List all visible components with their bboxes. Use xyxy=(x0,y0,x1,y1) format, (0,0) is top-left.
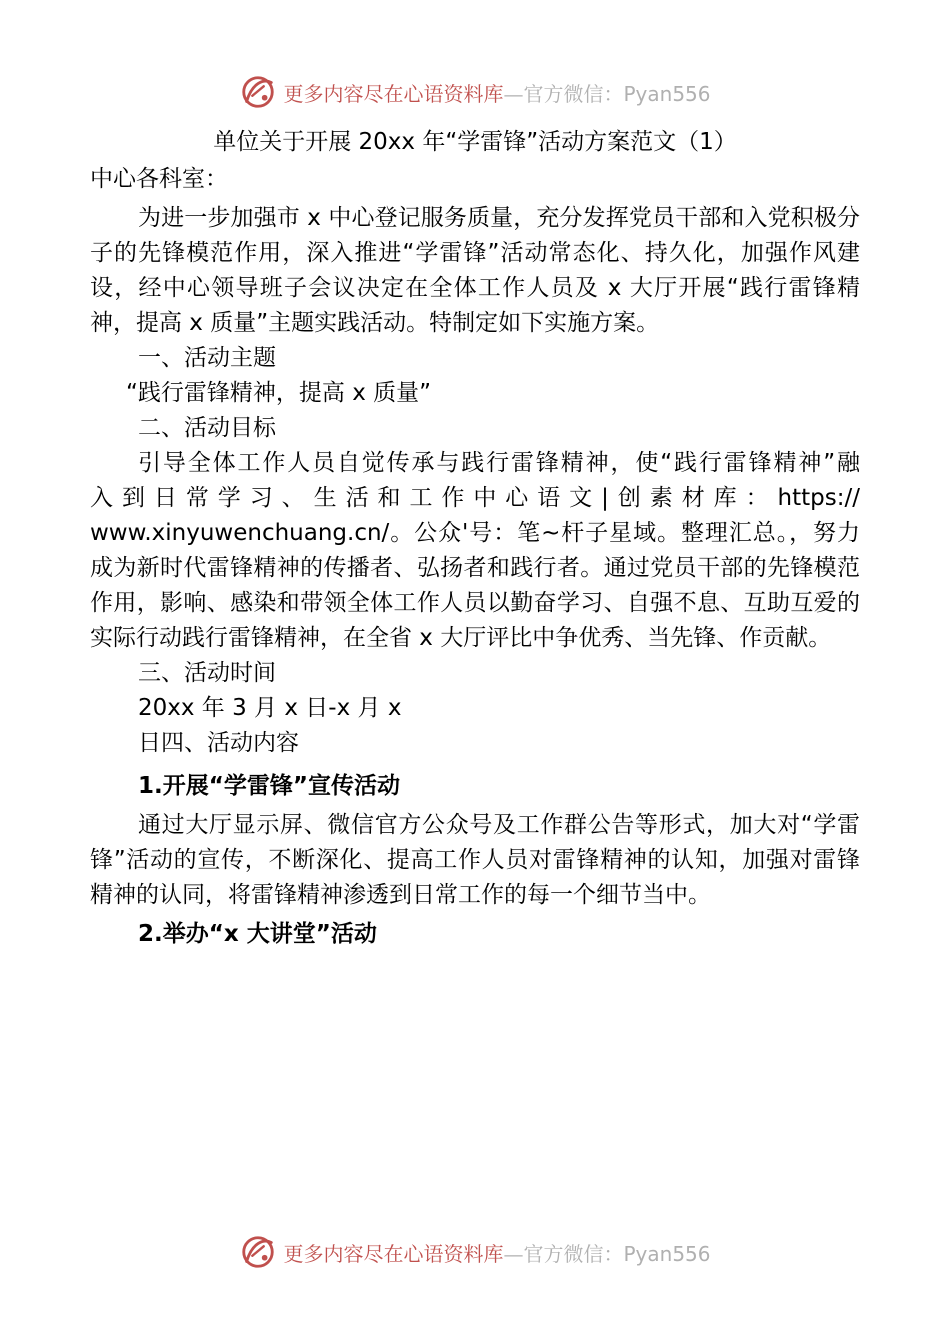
watermark-wechat-label: 官方微信： xyxy=(523,1241,624,1266)
item1-heading: 1.开展“学雷锋”宣传活动 xyxy=(138,773,400,799)
item2-heading: 2.举办“x 大讲堂”活动 xyxy=(138,921,377,947)
section2-line2: 入到日常学习、生活和工作中心语文|创素材库：https:// xyxy=(90,485,860,511)
header-watermark xyxy=(0,72,950,112)
intro-paragraph: 为进一步加强市 x 中心登记服务质量，充分发挥党员干部和入党积极分子的先锋模范作用，深入推进“学雷锋”活动常态化、持久化，加强作风建设，经中心领导班子会议决定在全体工作人员及 x 大厅开展“践行雷锋精神，提高 x 质量”主题实践活动。特制定如下实施方案。 xyxy=(90,205,860,336)
salutation: 中心各科室： xyxy=(90,166,228,192)
watermark-dash: — xyxy=(503,81,524,106)
section2-line1: 引导全体工作人员自觉传承与践行雷锋精神，使“践行雷锋精神”融 xyxy=(138,450,860,476)
footer-watermark xyxy=(0,1232,950,1272)
watermark-wechat-label: 官方微信： xyxy=(523,81,624,106)
watermark-brand: 更多内容尽在心语资料库 xyxy=(283,81,504,106)
section1-heading: 一、活动主题 xyxy=(138,345,276,371)
section3-heading: 三、活动时间 xyxy=(138,660,276,686)
item1-body: 通过大厅显示屏、微信官方公众号及工作群公告等形式，加大对“学雷锋”活动的宣传，不断深化、提高工作人员对雷锋精神的认知，加强对雷锋精神的认同，将雷锋精神渗透到日常工作的每一个细节当中。 xyxy=(90,812,860,908)
document-body xyxy=(90,122,860,952)
watermark-dash: — xyxy=(503,1241,524,1266)
brand-logo-icon xyxy=(239,73,277,111)
brand-logo-icon xyxy=(239,1233,277,1271)
section2-body: www.xinyuwenchuang.cn/。公众'号：笔~杆子星域。整理汇总。，努力成为新时代雷锋精神的传播者、弘扬者和践行者。通过党员干部的先锋模范作用，影响、感染和带领全体工作人员以勤奋学习、自强不息、互助互爱的实际行动践行雷锋精神，在全省 x 大厅评比中争优秀、当先锋、作贡献。 xyxy=(90,520,860,651)
section2-heading: 二、活动目标 xyxy=(138,415,276,441)
watermark-wechat-id: Pyan556 xyxy=(623,81,711,106)
section3-body: 20xx 年 3 月 x 日-x 月 x xyxy=(138,695,402,721)
watermark-brand: 更多内容尽在心语资料库 xyxy=(283,1241,504,1266)
watermark-text xyxy=(283,1238,710,1267)
section4-heading: 日四、活动内容 xyxy=(138,730,299,756)
watermark-wechat-id: Pyan556 xyxy=(623,1241,711,1266)
section1-body: “践行雷锋精神，提高 x 质量” xyxy=(126,380,432,406)
document-title: 单位关于开展 20xx 年“学雷锋”活动方案范文（1） xyxy=(213,129,737,155)
watermark-text xyxy=(283,78,710,107)
